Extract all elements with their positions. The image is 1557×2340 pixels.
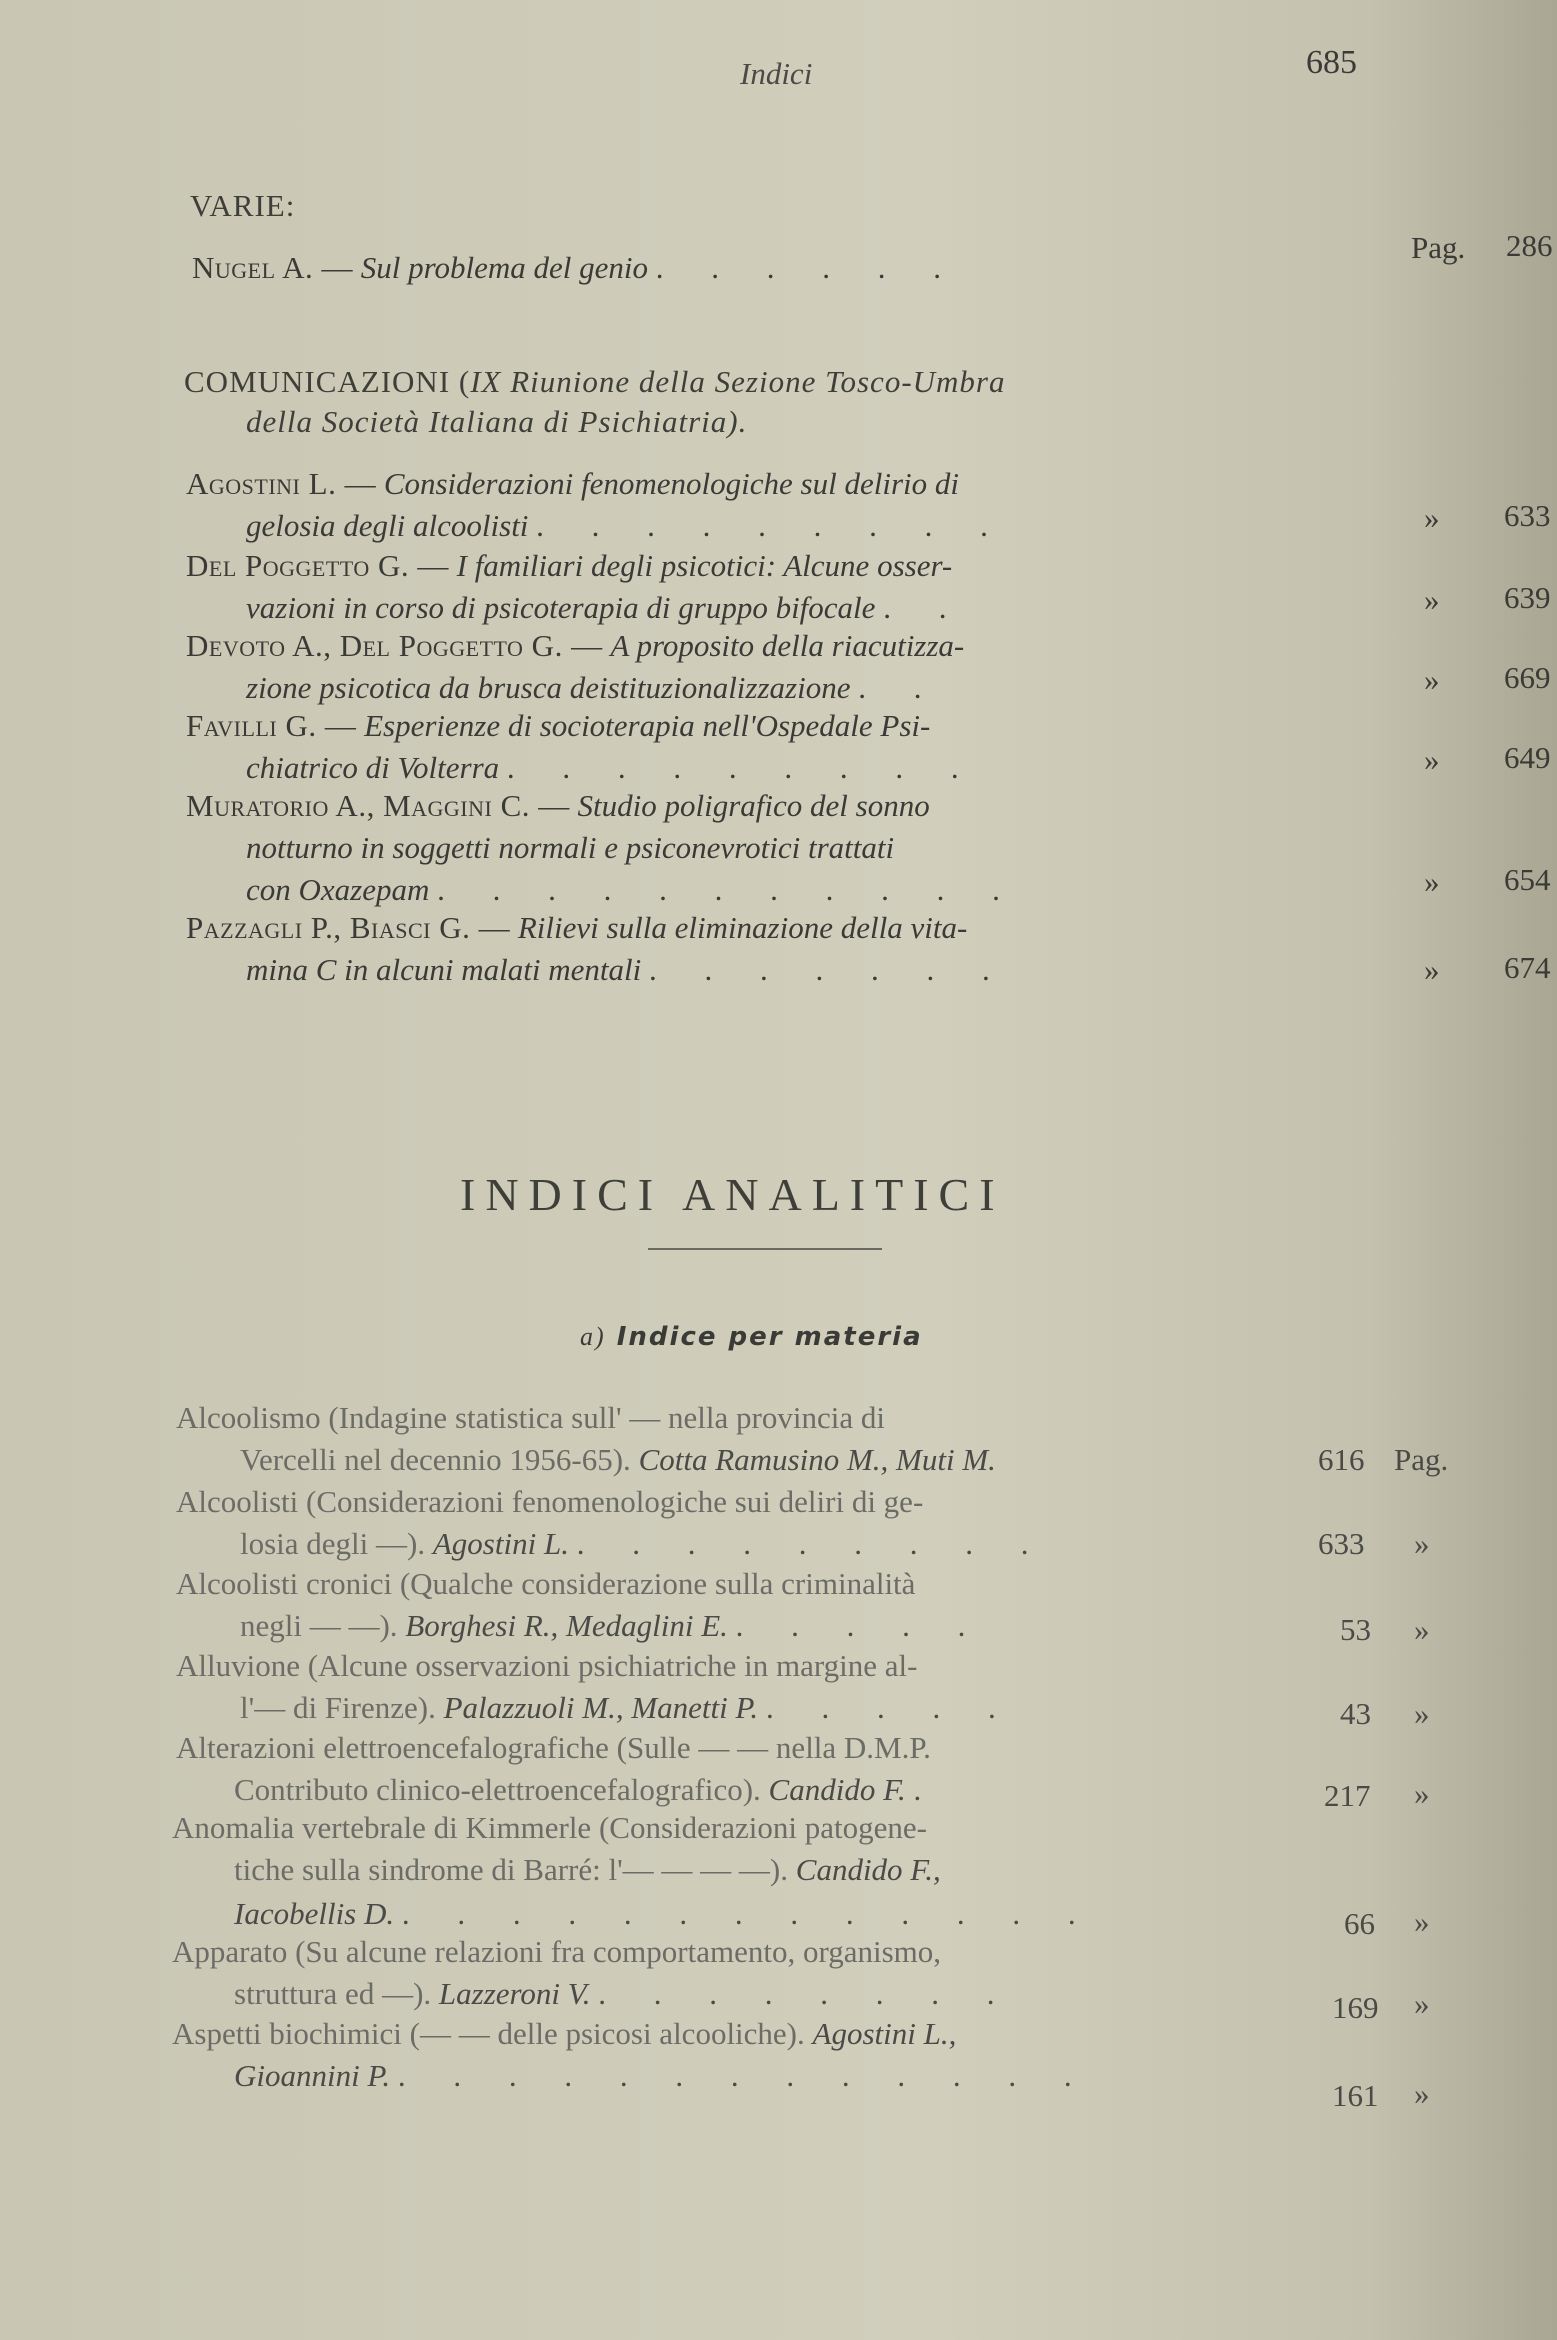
page-ref: 639	[1504, 580, 1551, 615]
page-ref: 674	[1504, 950, 1551, 985]
leader-dots: . . . . . .	[655, 250, 961, 285]
pag-label: Pag.	[1411, 230, 1466, 265]
page-number: 685	[1306, 44, 1357, 81]
page-ref: 286	[1506, 228, 1553, 263]
page-ref: 169	[1332, 1990, 1379, 2025]
page-ref: 53	[1340, 1612, 1371, 1647]
subheading: a) Indice per materia	[580, 1322, 923, 1352]
page-ref: 669	[1504, 660, 1551, 695]
comunicazioni-heading-cont: della Società Italiana di Psichiatria).	[246, 404, 748, 439]
page-ref: 161	[1332, 2078, 1379, 2113]
analytic-index-title: INDICI ANALITICI	[460, 1169, 1005, 1220]
page-ref: 217	[1324, 1778, 1371, 1813]
author: Nugel A. —	[192, 250, 353, 285]
varie-heading: VARIE:	[190, 188, 296, 223]
divider	[648, 1248, 882, 1250]
page-ref: 633	[1504, 498, 1551, 533]
page-ref: 616	[1318, 1442, 1365, 1477]
page-ref: 43	[1340, 1696, 1371, 1731]
running-title: Indici	[740, 56, 813, 91]
comunicazioni-heading: COMUNICAZIONI (IX Riunione della Sezione Tosco-Umbra	[184, 364, 1006, 399]
page-ref: 66	[1344, 1906, 1375, 1941]
page-ref: 654	[1504, 862, 1551, 897]
page-ref: 633	[1318, 1526, 1365, 1561]
page: Indici 685 VARIE: Nugel A. — Sul problema del genio . . . . . . Pag. 286 COMUNICAZIONI (IX Riunione della Sezione Tosco-Umbra della Società Italiana di Psichiatria). Agostini L. — Considerazioni fenomenologiche sul delirio di gelosia degli alcoolisti . . . . . . . . . » 633 Del Poggetto G. — I familiari degli psicotici: Alcune osser- vazioni in corso di psicoterapia di gruppo bifocale . . » 639 Devoto A., Del Poggetto G. — A proposito della riacutizza- zione psicotica da brusca deistituzionalizzazione . . » 669 Favilli G. — Esperienze di socioterapia nell'Ospedale Psi- chiatrico di Volterra . . . . . . . . . » 649 Muratorio A., Maggini C. — Studio poligrafico del sonno notturno in soggetti normali e psiconevrotici trattati con Oxazepam . . . . . . . . . . . » 654 Pazzagli P., Biasci G. — Rilievi sulla eliminazione della vita- mina C in alcuni malati mentali . . . . . . . » 674 INDICI ANALITICI a) Indice per materia Alcoolismo (Indagine statistica sull' — nella provincia di Vercelli nel decennio 1956-65). Cotta Ramusino M., Muti M. Pag. 616 Alcoolisti (Considerazioni fenomenologiche sui deliri di ge- losia degli —). Agostini L. . . . . . . . . . » 633 Alcoolisti cronici (Qualche considerazione sulla criminalità negli — —). Borghesi R., Medaglini E. . . . . . » 53 Alluvione (Alcune osservazioni psichiatriche in margine al- l'— di Firenze). Palazzuoli M., Manetti P. . . . . . » 43 Alterazioni elettroencefalografiche (Sulle — — nella D.M.P. Contributo clinico-elettroencefalografico). Candido F. . » 217 Anomalia vertebrale di Kimmerle (Considerazioni patogene- tiche sulla sindrome di Barré: l'— — — —). Candido F., Iacobellis D. . . . . . . . . . . . . . » 66 Apparato (Su alcune relazioni fra comportamento, organismo, struttura ed —). Lazzeroni V. . . . . . . . . » 169 Aspetti biochimici (— — delle psicosi alcooliche). Agostini L., Gioannini P. . . . . . . . . . . . . . » 161	[172, 44, 1553, 2113]
title: Sul problema del genio	[360, 250, 648, 285]
page-ref: 649	[1504, 740, 1551, 775]
